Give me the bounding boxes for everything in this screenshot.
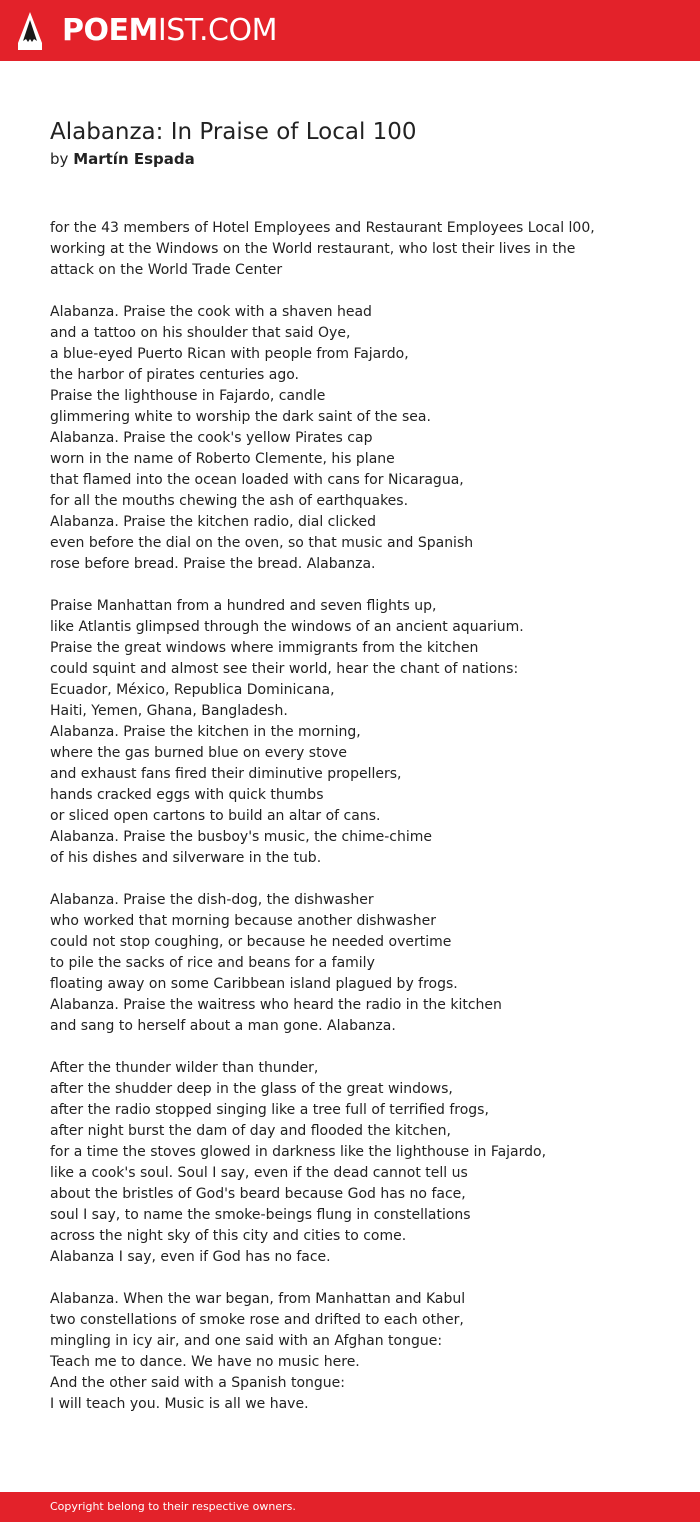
poem-line: for the 43 members of Hotel Employees and Restaurant Employees Local l00, xyxy=(50,220,595,236)
poem-line: Alabanza. Praise the cook with a shaven head xyxy=(50,304,372,320)
poem-line: for all the mouths chewing the ash of earthquakes. xyxy=(50,493,409,509)
poem-line: Praise the lighthouse in Fajardo, candle xyxy=(50,388,326,404)
poem-line: across the night sky of this city and cities to come. xyxy=(50,1228,407,1244)
poem-line: like a cook's soul. Soul I say, even if the dead cannot tell us xyxy=(50,1165,468,1181)
poem-line: Haiti, Yemen, Ghana, Bangladesh. xyxy=(50,703,288,719)
poem-line: attack on the World Trade Center xyxy=(50,262,283,278)
stanza xyxy=(50,1289,670,1415)
poem-line: Teach me to dance. We have no music here. xyxy=(50,1354,360,1370)
poem-line: Alabanza. When the war began, from Manhattan and Kabul xyxy=(50,1291,466,1307)
poem-body xyxy=(50,218,670,1415)
poem-line: After the thunder wilder than thunder, xyxy=(50,1060,319,1076)
poem-line: worn in the name of Roberto Clemente, his plane xyxy=(50,451,395,467)
logo-text-light: IST.COM xyxy=(157,13,277,48)
poem-line: rose before bread. Praise the bread. Alabanza. xyxy=(50,556,376,572)
poem-line: floating away on some Caribbean island plagued by frogs. xyxy=(50,976,458,992)
poem-line: for a time the stoves glowed in darkness like the lighthouse in Fajardo, xyxy=(50,1144,547,1160)
poem-line: And the other said with a Spanish tongue: xyxy=(50,1375,345,1391)
poem-line: Alabanza. Praise the busboy's music, the chime-chime xyxy=(50,829,432,845)
poem-line: glimmering white to worship the dark saint of the sea. xyxy=(50,409,431,425)
poem-line: the harbor of pirates centuries ago. xyxy=(50,367,299,383)
site-footer xyxy=(0,1492,700,1522)
logo-text-bold: POEM xyxy=(62,13,158,48)
poem-line: Alabanza I say, even if God has no face. xyxy=(50,1249,331,1265)
poem-line: working at the Windows on the World restaurant, who lost their lives in the xyxy=(50,241,576,257)
stanza-break xyxy=(50,1037,670,1058)
stanza-break xyxy=(50,281,670,302)
pen-nib-icon[interactable] xyxy=(17,11,43,51)
poem-line: where the gas burned blue on every stove xyxy=(50,745,348,761)
poem-line: Alabanza. Praise the kitchen radio, dial clicked xyxy=(50,514,376,530)
stanza xyxy=(50,302,670,575)
stanza xyxy=(50,218,670,281)
site-logo[interactable] xyxy=(62,13,277,49)
poem-line: after the shudder deep in the glass of the great windows, xyxy=(50,1081,453,1097)
stanza-break xyxy=(50,1268,670,1289)
poem-line: Alabanza. Praise the waitress who heard the radio in the kitchen xyxy=(50,997,502,1013)
stanza xyxy=(50,596,670,869)
poem-line: I will teach you. Music is all we have. xyxy=(50,1396,309,1412)
poem-line: and sang to herself about a man gone. Alabanza. xyxy=(50,1018,396,1034)
stanza-break xyxy=(50,575,670,596)
byline xyxy=(50,148,195,170)
stanza-break xyxy=(50,869,670,890)
stanza xyxy=(50,1058,670,1268)
poem-line: could squint and almost see their world, hear the chant of nations: xyxy=(50,661,519,677)
poem-line: Praise Manhattan from a hundred and seven flights up, xyxy=(50,598,437,614)
by-label: by xyxy=(50,150,69,168)
poem-line: and exhaust fans fired their diminutive propellers, xyxy=(50,766,402,782)
poem-line: mingling in icy air, and one said with an Afghan tongue: xyxy=(50,1333,443,1349)
poem-line: Praise the great windows where immigrants from the kitchen xyxy=(50,640,479,656)
poem-line: or sliced open cartons to build an altar of cans. xyxy=(50,808,381,824)
poem-line: Ecuador, México, Republica Dominicana, xyxy=(50,682,335,698)
poem-line: hands cracked eggs with quick thumbs xyxy=(50,787,324,803)
site-header xyxy=(0,0,700,61)
poem-line: could not stop coughing, or because he needed overtime xyxy=(50,934,452,950)
poem-line: to pile the sacks of rice and beans for a family xyxy=(50,955,375,971)
poem-line: Alabanza. Praise the dish-dog, the dishwasher xyxy=(50,892,374,908)
poem-line: after the radio stopped singing like a tree full of terrified frogs, xyxy=(50,1102,489,1118)
poem-title: Alabanza: In Praise of Local 100 xyxy=(50,119,417,145)
poem-line: a blue-eyed Puerto Rican with people from Fajardo, xyxy=(50,346,409,362)
poem-line: even before the dial on the oven, so that music and Spanish xyxy=(50,535,474,551)
poem-line: Alabanza. Praise the kitchen in the morning, xyxy=(50,724,361,740)
poem-line: who worked that morning because another dishwasher xyxy=(50,913,436,929)
poem-line: soul I say, to name the smoke-beings flung in constellations xyxy=(50,1207,471,1223)
copyright-text: Copyright belong to their respective owners. xyxy=(50,1500,296,1513)
poem-line: that flamed into the ocean loaded with cans for Nicaragua, xyxy=(50,472,464,488)
author-name: Martín Espada xyxy=(73,150,195,168)
poem-line: two constellations of smoke rose and drifted to each other, xyxy=(50,1312,464,1328)
poem-line: like Atlantis glimpsed through the windows of an ancient aquarium. xyxy=(50,619,524,635)
poem-line: and a tattoo on his shoulder that said Oye, xyxy=(50,325,351,341)
poem-line: after night burst the dam of day and flooded the kitchen, xyxy=(50,1123,451,1139)
poem-line: about the bristles of God's beard because God has no face, xyxy=(50,1186,466,1202)
poem-line: Alabanza. Praise the cook's yellow Pirates cap xyxy=(50,430,373,446)
stanza xyxy=(50,890,670,1037)
poem-line: of his dishes and silverware in the tub. xyxy=(50,850,322,866)
